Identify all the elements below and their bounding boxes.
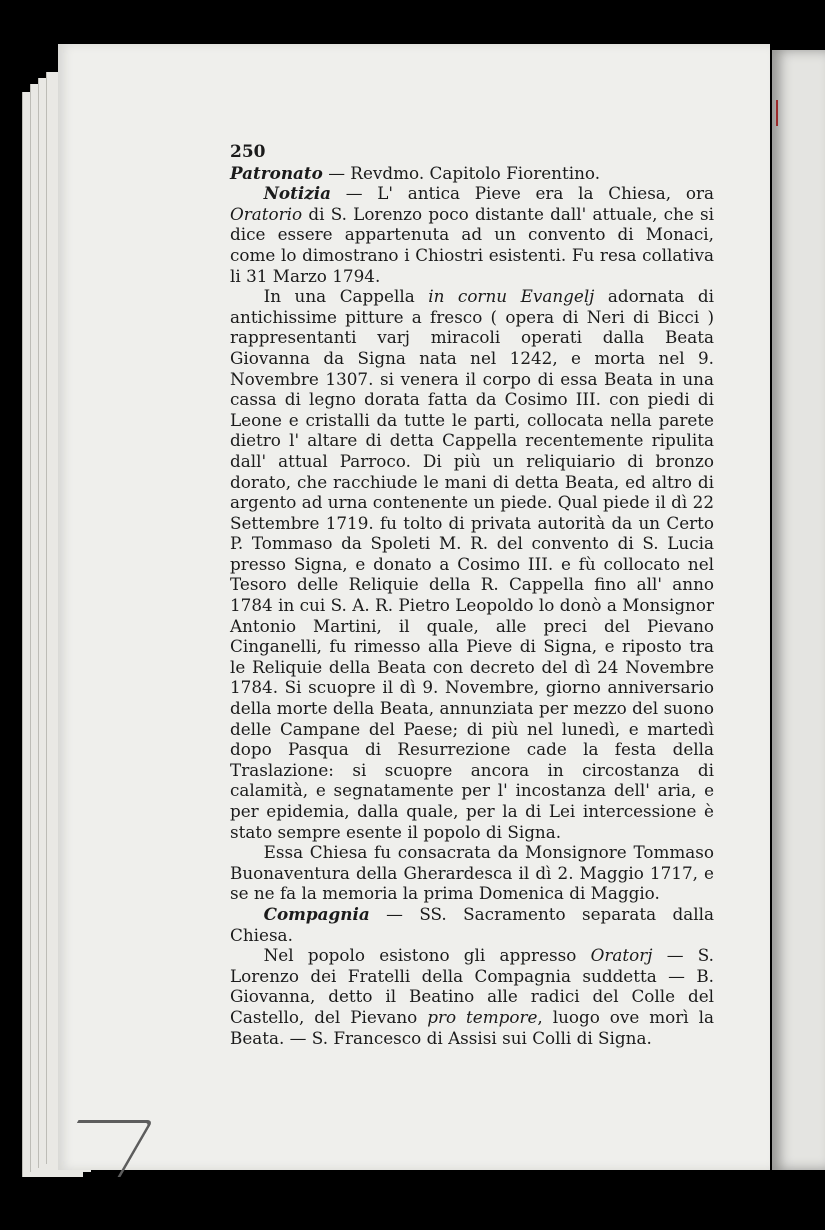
facing-page-edge [772, 50, 825, 1170]
page-number: 250 [230, 142, 266, 162]
paragraph-text: In una Cappella [263, 286, 429, 307]
paragraph-text: , luogo ove morì la Beata. — S. Francesco di Assisi sui Colli di Signa. [230, 1006, 714, 1048]
italic-term: Oratorj [590, 945, 653, 966]
paragraph-text: Essa Chiesa fu consacrata da Monsignore Tommaso Buonaventura della Gherardesca il dì 2. Maggio 1717, e se ne fa la memoria la prima Domenica di Maggio. [230, 842, 714, 904]
paragraph-text: adornata di antichissime pitture a fresco ( opera di Neri di Bicci ) rappresentanti varj miracoli operati dalla Beata Giovanna da Signa nata nel 1242, e morta nel 9. Novembre 1307. si venera il corpo di essa Beata in una cassa di legno dorata fatta da Cosimo III. con piedi di Leone e cristalli da tutte le parti, collocata nella parete dietro l' altare di detta Cappella recentemente ripulita dall' attual Parroco. Di più un reliquiario di bronzo dorato, che racchiude le mani di detta Beata, ed altro di argento ad urna contenente un piede. Qual piede il dì 22 Settembre 1719. fu tolto di privata autorità da un Certo P. Tommaso da Spoleti M. R. del convento di S. Lucia presso Signa, e donato a Cosimo III. e fù collocato nel Tesoro delle Reliquie della R. Cappella fino all' anno 1784 in cui S. A. R. Pietro Leopoldo lo donò a Monsignor Antonio Martini, il quale, alle preci del Pievano Cinganelli, fu rimesso alla Pieve di Signa, e riposto tra le Reliquie della Beata con decreto del dì 24 Novembre 1784. Si scuopre il dì 9. Novembre, giorno anniversario della morte della Beata, annunziata per mezzo del suono delle Campane del Paese; di più nel lunedì, e martedì dopo Pasqua di Resurrezione cade la festa della Traslazione: si scuopre ancora in circostanza di calamità, e segnatamente per l' incostanza dell' aria, e per epidemia, dalla quale, per la di Lei intercessione è stato sempre esente il popolo di Signa. [230, 286, 714, 842]
label-patronato: Patronato [230, 162, 323, 183]
paragraph-cappella [230, 286, 714, 842]
paragraph-patronato [230, 163, 714, 184]
paragraph-oratorj [230, 945, 714, 1048]
paragraph-text: Nel popolo esistono gli appresso [263, 945, 591, 966]
paragraph-text: di S. Lorenzo poco distante dall' attuale, che si dice essere appartenuta ad un convento di Monaci, come lo dimostrano i Chiostri esistenti. Fu resa collativa li 31 Marzo 1794. [230, 203, 714, 286]
italic-term: Oratorio [230, 203, 303, 224]
paragraph-text: — S. Lorenzo dei Fratelli della Compagnia suddetta — B. Giovanna, detto il Beatino alle radici del Colle del Castello, del Pievano [230, 945, 714, 1027]
label-notizia: Notizia [263, 183, 332, 204]
italic-term: in cornu Evangelj [428, 286, 595, 307]
bookmark-ribbon [776, 100, 778, 126]
paragraph-notizia [230, 183, 714, 286]
paragraph-text: — L' antica Pieve era la Chiesa, ora [331, 183, 714, 204]
paragraph-text: — SS. Sacramento separata dalla Chiesa. [230, 903, 714, 945]
paragraph-consacrazione [230, 842, 714, 904]
label-compagnia: Compagnia [263, 903, 370, 924]
italic-term: pro tempore [427, 1006, 538, 1027]
paragraph-text: — Revdmo. Capitolo Fiorentino. [322, 162, 601, 183]
page-text [230, 142, 714, 1048]
paragraph-compagnia [230, 904, 714, 945]
